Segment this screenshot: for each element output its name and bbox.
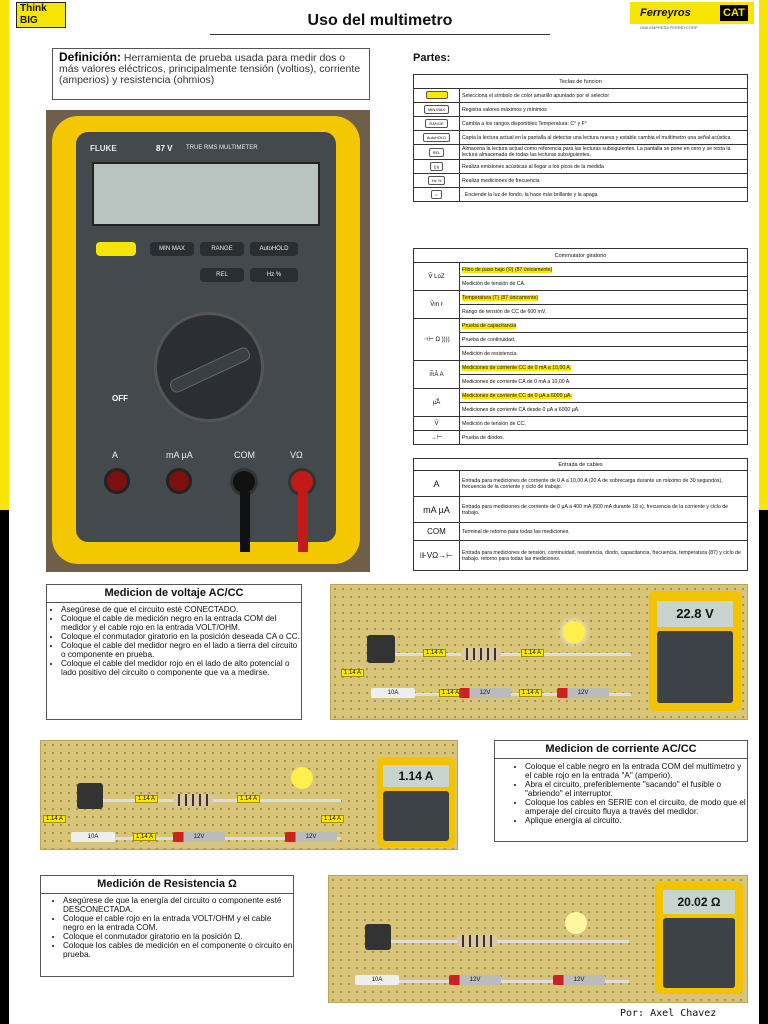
rel-key-icon: REL [429,148,445,157]
conmutador-row: m̃Ā A Mediciones de corriente CC de 0 mA a 10,00 A. [414,361,748,375]
switch-icon[interactable] [367,635,395,663]
conmutador-table [413,248,748,445]
conmutador-row: Mediciones de corriente CA de 0 mA a 10,00 A. [414,375,748,389]
terminal-ma-jack[interactable] [166,468,192,494]
yellow-key-icon [426,91,448,99]
meter-model: 87 V [156,144,173,153]
ferreyros-logo: Ferreyros CAT [630,2,754,24]
circuit-board-voltaje: 1.14 A 1.14 A 1.14 A 1.14 A 1.14 A 10A 12V 12V 22.8 V [330,584,748,720]
conmutador-row: →⊢ Prueba de diodos. [414,431,748,445]
entrada-title: Entrada de cables [414,459,748,471]
entrada-ma-key: mA µA [414,497,460,523]
meter-rel-button[interactable]: REL [200,268,244,282]
conmutador-row: ⊣⊢ Ω )))) Prueba de capacitancia [414,319,748,333]
hz-key-icon: Hz % [428,176,446,185]
left-black-edge [0,510,9,1024]
multimeter-resistencia [655,882,743,994]
diode-icon: →⊢ [414,431,460,445]
meter-yellow-case [52,116,360,564]
voltaje-list: • Asegúrese de que el circuito esté CONECTADO. • Coloque el cable de medición negro en la entrada COM del medidor y el cable rojo en la entrada VOLT/OHM. • Coloque el conmutador giratorio en la posición deseada CA o CC. • Coloque el cable del medidor negro en el lado a tierra del circuito o componente en prueba. • Coloque el cable del medidor rojo en el lado de alto potencial o lado positivo del circuito o componente que va a medirse. [47,603,301,677]
terminal-a-jack[interactable] [104,468,130,494]
voltaje-box [46,584,302,720]
conmutador-title: Commutator giratorio [414,249,748,263]
entrada-table [413,458,748,571]
entrada-a-key: A [414,471,460,497]
conmutador-row: Medición de resistencia. [414,347,748,361]
meter-reading: 1.14 A [383,765,449,787]
conmutador-row: Medición de tensión de CA. [414,277,748,291]
teclas-row: ☼ . Enciende la luz de fondo, la hace más brillante y la apaga [414,188,748,202]
multimeter-photo [46,110,370,572]
beeper-key-icon: )))) [430,162,443,171]
meter-hz-button[interactable]: Hz % [250,268,298,282]
autohold-key-icon: AutoHOLD [423,133,450,142]
teclas-row: )))) Realiza emisiones acústicas al llegar a los picos de la medida [414,160,748,174]
entrada-row: ⊪VΩ→⊢ Entrada para mediciones de tensión, continuidad, resistencia, diodo, capacitancia, frecuencia, temperatura (87) y ciclo de trabajo. retorno para todas las mediciones. [414,541,748,571]
multimeter-corriente [377,757,455,847]
dc-volt-icon: V̄ [414,417,460,431]
author-credit: Por: Axel Chavez [620,1008,717,1019]
ma-a-icon: m̃Ā A [414,361,460,389]
meter-rotary-dial[interactable] [154,312,264,422]
multimeter-voltaje [649,591,741,711]
meter-autohold-button[interactable]: AutoHOLD [250,242,298,256]
conmutador-row: Ṽm ℓ Temperatura (T) (87 únicamente) [414,291,748,305]
circuit-board-corriente: 1.14 A 1.14 A 1.14 A 1.14 A 1.14 A 10A 12V 12V 1.14 A [40,740,458,850]
meter-minmax-button[interactable]: MIN MAX [150,242,194,256]
teclas-table [413,74,748,202]
entrada-com-key: COM [414,523,460,541]
definition-box [52,48,370,100]
terminal-a-label: A [112,450,119,460]
voltaje-title: Medicion de voltaje AC/CC [47,585,301,603]
conmutador-row: Prueba de continuidad. [414,333,748,347]
resistor-icon [461,648,501,660]
right-black-edge [759,510,768,1024]
entrada-row: A Entrada para mediciones de corriente de 0 A a 10,00 A (20 A de sobrecarga durante un máximo de 30 segundos), frecuencia de la corriente y ciclo de trabajo. [414,471,748,497]
meter-face [76,132,336,542]
bulb-icon [291,767,313,789]
conmutador-row: µ̃Ā Mediciones de corriente CC de 0 µA a 6000 µA. [414,389,748,403]
resistor-icon [457,935,497,947]
conmutador-row: Rango de tensión de CC de 600 mV. [414,305,748,319]
page-title: Uso del multimetro [307,12,453,29]
ohm-continuity-icon: ⊣⊢ Ω )))) [414,319,460,361]
page-title-underline [210,34,550,35]
definition-label: Definición: [59,50,121,64]
partes-label: Partes: [413,52,451,64]
teclas-row: RANGE Cambia a los rangos disponibles Temperatura: C° y F° [414,117,748,131]
meter-brand: FLUKE [90,144,117,153]
minmax-key-icon: MIN MAX [424,105,449,114]
teclas-row: Selecciona el símbolo de color amarillo apuntado por el selector [414,89,748,103]
teclas-title: Teclas de funcion [414,75,748,89]
meter-reading: 20.02 Ω [663,890,735,914]
think-big-logo: Think BIG [16,2,66,28]
backlight-key-icon: ☼ [431,190,443,199]
resistencia-list: • Asegúrese de que la energía del circuito o componente esté DESCONECTADA. • Coloque el cable rojo en la entrada VOLT/OHM y el cable negro en la entrada COM. • Coloque el conmutador giratorio en la posición Ω. • Coloque los cables de medición en el componente o circuito en prueba. [41,894,293,959]
bulb-icon [565,912,587,934]
meter-range-button[interactable]: RANGE [200,242,244,256]
black-probe-cable [240,492,250,552]
mv-temp-icon: Ṽm ℓ [414,291,460,319]
switch-icon[interactable] [77,783,103,809]
conmutador-row: Mediciones de corriente CA desde 0 µA a 6000 µA. [414,403,748,417]
meter-lcd [92,162,320,226]
terminal-ma-label: mA µA [166,450,193,460]
circuit-board-resistencia: 10A 12V 12V 20.02 Ω [328,875,748,1003]
corriente-box [494,740,748,842]
teclas-row: Hz % Realiza mediciones de frecuencia [414,174,748,188]
resistor-icon [173,794,213,806]
definition-text: Herramienta de prueba usada para medir dos o más valores eléctricos, principalmente tensión (voltios), corriente (amperios) y resistencia (ohmios) [59,52,361,86]
resistencia-title: Medición de Resistencia Ω [41,876,293,894]
range-key-icon: RANGE [425,119,447,128]
teclas-row: AutoHOLD Capta la lectura actual en la pantalla al detectar una lectura nueva y estable cambia el multímetro una señal acústica [414,131,748,145]
red-probe-cable [298,492,308,552]
meter-reading: 22.8 V [657,601,733,627]
meter-off-label: OFF [112,394,128,403]
corriente-title: Medicion de corriente AC/CC [495,741,747,759]
meter-yellow-key[interactable] [96,242,136,256]
terminal-com-label: COM [234,450,255,460]
terminal-v-label: VΩ [290,450,303,460]
right-yellow-edge [759,0,768,510]
dial-pointer [168,345,252,394]
entrada-row: COM Terminal de retorno para todas las mediciones. [414,523,748,541]
resistencia-box [40,875,294,977]
conmutador-row: V̄ Medición de tensión de CC. [414,417,748,431]
left-yellow-edge [0,0,9,510]
ua-icon: µ̃Ā [414,389,460,417]
brand-tagline: UNA EMPRESA FERREYCORP [640,25,698,30]
ac-volt-icon: Ṽ LoZ [414,263,460,291]
conmutador-row: Ṽ LoZ Filtro de paso bajo (©) (87 únicamente) [414,263,748,277]
entrada-row: mA µA Entrada para mediciones de corriente de 0 µA a 400 mA (600 mA durante 18 s), frecuencia de la corriente y ciclo de trabajo. [414,497,748,523]
bulb-icon [563,621,585,643]
switch-icon[interactable] [365,924,391,950]
entrada-v-key: ⊪VΩ→⊢ [414,541,460,571]
corriente-list: • Coloque el cable negro en la entrada COM del multímetro y el cable rojo en la entrada "A" (amperio). • Abra el circuito, preferiblemente "sacando" el fusible o "abriendo" el interruptor. • Coloque los cables en SERIE con el circuito, de modo que el amperaje del circuito fluya a través del medidor. • Aplique energía al circuito. [495,759,747,825]
meter-subtitle: TRUE RMS MULTIMETER [186,145,258,151]
teclas-row: REL Almacena la lectura actual como referencia para las lecturas subsiguientes. La pantalla se pone en cero y se resta la lectura almacenada de todas las lecturas subsiguientes. [414,145,748,160]
teclas-row: MIN MAX Registra valores máximos y mínimos [414,103,748,117]
